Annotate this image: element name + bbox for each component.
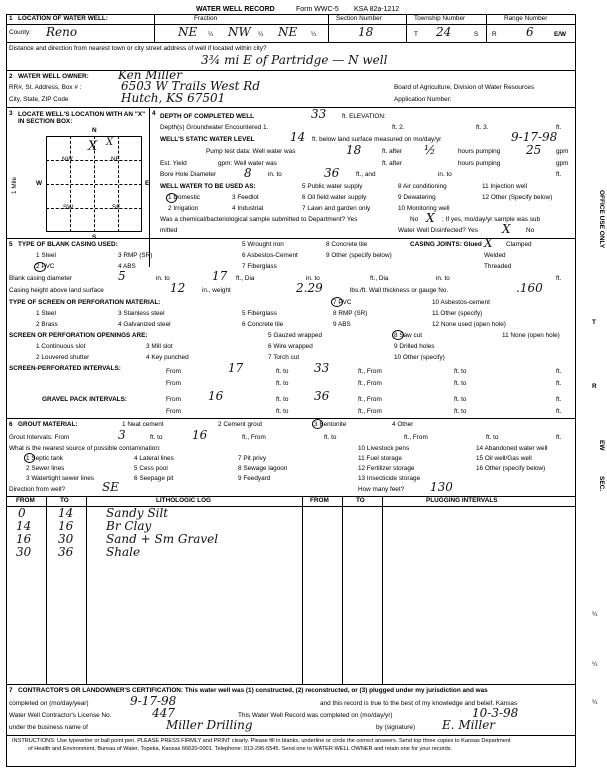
gravel-from-label-2: From bbox=[166, 408, 181, 415]
board-label: Board of Agriculture, Division of Water Resources bbox=[394, 84, 535, 91]
opening-drilled[interactable]: 9 Drilled holes bbox=[394, 343, 435, 350]
contam-other[interactable]: 16 Other (specify below) bbox=[476, 465, 546, 472]
casing-rmp[interactable]: 3 RMP (SR) bbox=[118, 252, 153, 259]
perf-ft-to-2: ft. to bbox=[454, 380, 467, 387]
sample-rest: ; If yes, mo/day/yr sample was sub bbox=[442, 216, 541, 223]
gravel-pack-label: GRAVEL PACK INTERVALS: bbox=[42, 396, 127, 403]
use-industrial[interactable]: 4 Industrial bbox=[232, 205, 264, 212]
bore-hole-label: Bore Hole Diameter bbox=[160, 171, 217, 178]
section-5-heading: TYPE OF BLANK CASING USED: bbox=[18, 241, 118, 248]
office-use-only-label: OFFICE USE ONLY bbox=[598, 190, 605, 249]
grout-ft-from: ft., From bbox=[242, 434, 266, 441]
east-label: E bbox=[145, 180, 150, 187]
contam-sewage-lagoon[interactable]: 8 Sewage lagoon bbox=[238, 465, 288, 472]
groundwater-ft-end: ft. bbox=[556, 124, 562, 131]
log-row-3-from: 16 bbox=[16, 532, 32, 546]
range-prefix: R bbox=[492, 31, 497, 38]
blank-ft-dia-2: ft., Dia bbox=[370, 275, 389, 282]
sidebar-quarter-2: ¼ bbox=[592, 661, 598, 668]
gravel-to-value: 36 bbox=[314, 389, 330, 403]
log-row-4-from: 30 bbox=[16, 545, 32, 559]
static-level-date: 9-17-98 bbox=[511, 130, 558, 144]
opening-torch-cut[interactable]: 7 Torch cut bbox=[268, 354, 300, 361]
static-level-label: WELL'S STATIC WATER LEVEL bbox=[160, 136, 255, 143]
completed-on-label: completed on (mo/day/year) bbox=[9, 700, 89, 707]
grout-ft-from-2: ft., From bbox=[404, 434, 428, 441]
grout-ft-to-3: ft. to bbox=[486, 434, 499, 441]
section-value: 18 bbox=[358, 25, 374, 39]
use-monitoring[interactable]: 10 Monitoring well bbox=[398, 205, 450, 212]
disinfected-label: Water Well Disinfected? Yes bbox=[398, 227, 478, 234]
application-number-label: Application Number: bbox=[394, 96, 452, 103]
perf-to-label: ft. to bbox=[276, 368, 289, 375]
city-value: Hutch, KS 67501 bbox=[121, 91, 226, 105]
license-value: 447 bbox=[152, 706, 175, 720]
grout-bentonite[interactable]: 3 Bentonite bbox=[314, 421, 347, 428]
form-title: WATER WELL RECORD bbox=[196, 6, 275, 13]
perf-ft-end-2: ft. bbox=[556, 380, 562, 387]
ne-quadrant-label: NE bbox=[111, 156, 120, 163]
business-name-value: Miller Drilling bbox=[166, 718, 253, 732]
gauge-value: .160 bbox=[516, 281, 543, 295]
certification-heading: CONTRACTOR'S OR LANDOWNER'S CERTIFICATION: This water well was (1) constructed, (2) reconstructed, or (3) plugged under my jurisdiction and was bbox=[18, 687, 488, 694]
perforated-intervals-label: SCREEN-PERFORATED INTERVALS: bbox=[9, 365, 121, 372]
wall-thickness-label: lbs./ft. Wall thickness or gauge No. bbox=[350, 287, 449, 294]
sample-mitted: mitted bbox=[160, 227, 178, 234]
log-from-header: FROM bbox=[16, 497, 35, 504]
gravel-ft-to-2: ft. to bbox=[454, 408, 467, 415]
est-yield-gpm: gpm: Well water was bbox=[218, 160, 277, 167]
casing-asbestos[interactable]: 6 Asbestos-Cement bbox=[242, 252, 298, 259]
blank-ft-3: ft. bbox=[556, 275, 562, 282]
log-row-2-from: 14 bbox=[16, 519, 32, 533]
business-name-label: under the business name of bbox=[9, 724, 88, 731]
bore-to-value: 36 bbox=[324, 166, 340, 180]
quarter-mark-3: ¼ bbox=[311, 31, 317, 38]
threaded-label[interactable]: Threaded bbox=[484, 263, 512, 270]
pump-after-value: ½ bbox=[424, 143, 436, 157]
opening-saw-cut[interactable]: 8 Saw cut bbox=[394, 332, 423, 339]
gravel-from-label-1: From bbox=[166, 396, 181, 403]
welded-label[interactable]: Welded bbox=[484, 252, 506, 259]
section-6-heading: GROUT MATERIAL: bbox=[18, 421, 78, 428]
clamped-label[interactable]: Clamped bbox=[506, 241, 532, 248]
use-irrigation[interactable]: 2 Irrigation bbox=[168, 205, 199, 212]
mile-label: 1 Mile bbox=[11, 176, 18, 194]
casing-concrete-tile[interactable]: 8 Concrete tile bbox=[326, 241, 368, 248]
section-2-number: 2 bbox=[9, 73, 13, 80]
use-lawn-garden[interactable]: 7 Lawn and garden only bbox=[302, 205, 371, 212]
screen-fiberglass[interactable]: 5 Fiberglass bbox=[242, 310, 277, 317]
casing-weight-value: 2.29 bbox=[296, 281, 323, 295]
static-level-rest: ft. below land surface measured on mo/day/yr bbox=[312, 136, 442, 143]
log-row-1-from: 0 bbox=[18, 506, 26, 520]
log-row-4-desc: Shale bbox=[106, 545, 141, 559]
township-label: Township Number bbox=[414, 15, 466, 22]
casing-other[interactable]: 9 Other (specify below) bbox=[326, 252, 392, 259]
use-dewatering[interactable]: 9 Dewatering bbox=[398, 194, 436, 201]
est-hours-label: hours pumping bbox=[458, 160, 501, 167]
casing-fiberglass[interactable]: 7 Fiberglass bbox=[242, 263, 277, 270]
screen-concrete[interactable]: 6 Concrete tile bbox=[242, 321, 284, 328]
south-label: S bbox=[92, 234, 97, 241]
disinfected-no-label[interactable]: No bbox=[526, 227, 535, 234]
sample-x-mark: X bbox=[426, 211, 435, 225]
quarter-mark-2: ¼ bbox=[258, 31, 264, 38]
section-6-number: 6 bbox=[9, 421, 13, 428]
contam-livestock[interactable]: 10 Livestock pens bbox=[358, 445, 410, 452]
contam-fertilizer[interactable]: 12 Fertilizer storage bbox=[358, 465, 415, 472]
screen-material-label: TYPE OF SCREEN OR PERFORATION MATERIAL: bbox=[9, 299, 161, 306]
disinfected-x-mark: X bbox=[502, 222, 511, 236]
log-row-1-desc: Sandy Silt bbox=[106, 506, 169, 520]
screen-pvc[interactable]: 7 PVC bbox=[333, 299, 352, 306]
blank-casing-label: Blank casing diameter bbox=[9, 275, 72, 282]
lithologic-log-header: LITHOLOGIC LOG bbox=[156, 497, 212, 504]
casing-height-value: 12 bbox=[170, 281, 186, 295]
plug-from-header: FROM bbox=[310, 497, 329, 504]
contam-sewer[interactable]: 2 Sewer lines bbox=[26, 465, 65, 472]
distance-label: Distance and direction from nearest town or city street address of well if located within city? bbox=[9, 45, 267, 52]
elevation-label: ft. ELEVATION: bbox=[342, 113, 386, 120]
casing-abs[interactable]: 4 ABS bbox=[118, 263, 136, 270]
use-public-water[interactable]: 5 Public water supply bbox=[302, 183, 363, 190]
grout-ft-to-2: ft. to bbox=[324, 434, 337, 441]
opening-other[interactable]: 10 Other (specify) bbox=[394, 354, 445, 361]
opening-key-punched[interactable]: 4 Key punched bbox=[146, 354, 189, 361]
contam-feedyard[interactable]: 9 Feedyard bbox=[238, 475, 271, 482]
blank-in-to-3: in. to bbox=[436, 275, 450, 282]
license-label: Water Well Contractor's License No. bbox=[9, 712, 112, 719]
well-location-x-mark: X bbox=[88, 139, 98, 154]
perf-ft-from-2: ft., From bbox=[358, 380, 382, 387]
north-label: N bbox=[92, 127, 97, 134]
record-completed-value: 10-3-98 bbox=[472, 706, 519, 720]
casing-height-label: Casing height above land surface bbox=[9, 287, 104, 294]
bore-in-to-2: in. to bbox=[438, 171, 452, 178]
bore-in-to: in. to bbox=[268, 171, 282, 178]
perf-from-value: 17 bbox=[228, 361, 244, 375]
section-5-number: 5 bbox=[9, 241, 13, 248]
township-prefix: T bbox=[414, 31, 418, 38]
pump-after-label: ft. after bbox=[382, 148, 402, 155]
perf-to-label-2: ft. to bbox=[276, 380, 289, 387]
opening-continuous[interactable]: 1 Continuous slot bbox=[36, 343, 86, 350]
log-to-header: TO bbox=[60, 497, 69, 504]
casing-wrought-iron[interactable]: 5 Wrought iron bbox=[242, 241, 284, 248]
township-value: 24 bbox=[436, 25, 452, 39]
opening-louvered[interactable]: 2 Louvered shutter bbox=[36, 354, 90, 361]
contam-insecticide[interactable]: 13 Insecticide storage bbox=[358, 475, 421, 482]
bore-ft-and: ft., and bbox=[356, 171, 376, 178]
sample-no-label[interactable]: No bbox=[410, 216, 419, 223]
openings-label: SCREEN OR PERFORATION OPENINGS ARE: bbox=[9, 332, 148, 339]
depth-value: 33 bbox=[311, 107, 327, 121]
screen-brass[interactable]: 2 Brass bbox=[36, 321, 58, 328]
record-completed-label: This Water Well Record was completed on (mo/day/yr) bbox=[238, 712, 393, 719]
screen-asbestos[interactable]: 10 Asbestos-cement bbox=[432, 299, 490, 306]
well-location-x-mark-secondary: X bbox=[106, 137, 114, 148]
se-quadrant-label: SE bbox=[112, 204, 121, 211]
contam-fuel[interactable]: 11 Fuel storage bbox=[358, 455, 402, 462]
log-row-4-to: 36 bbox=[58, 545, 74, 559]
section-number-label: Section Number bbox=[336, 15, 382, 22]
opening-wire-wrapped[interactable]: 6 Wire wrapped bbox=[268, 343, 313, 350]
screen-galvanized[interactable]: 4 Galvanized steel bbox=[118, 321, 171, 328]
signature-label: by (signature) bbox=[376, 724, 416, 731]
section-3-heading: LOCATE WELL'S LOCATION WITH AN "X" IN SECTION BOX: bbox=[18, 111, 146, 126]
est-after-label: ft. after bbox=[382, 160, 402, 167]
groundwater-ft3: ft. 3. bbox=[476, 124, 489, 131]
owner-value: Ken Miller bbox=[118, 68, 182, 82]
perf-ft-end: ft. bbox=[556, 368, 562, 375]
log-row-3-desc: Sand + Sm Gravel bbox=[106, 532, 219, 546]
instructions-line-1: INSTRUCTIONS: Use typewriter or ball point pen. PLEASE PRESS FIRMLY and PRINT clearly. Please fill in blanks, underline or circle the correct answers. Send top three copies to Kansas Department bbox=[12, 738, 511, 744]
contam-seepage[interactable]: 6 Seepage pit bbox=[134, 475, 174, 482]
section-3-number: 3 bbox=[9, 110, 13, 117]
east-west-indicator: E/W bbox=[554, 31, 567, 38]
quarter-mark-1: ¼ bbox=[208, 31, 214, 38]
blank-in-to: in. to bbox=[156, 275, 170, 282]
perf-ft-to: ft. to bbox=[454, 368, 467, 375]
sidebar-ew-label: EW bbox=[598, 440, 605, 451]
range-label: Range Number bbox=[504, 15, 548, 22]
contam-oil-gas[interactable]: 15 Oil well/Gas well bbox=[476, 455, 532, 462]
address-value: 6503 W Trails West Rd bbox=[121, 79, 261, 93]
gravel-to-label: ft. to bbox=[276, 396, 289, 403]
blank-ft-dia: ft., Dia bbox=[236, 275, 255, 282]
grout-neat-cement[interactable]: 1 Neat cement bbox=[122, 421, 164, 428]
screen-none[interactable]: 12 None used (open hole) bbox=[432, 321, 506, 328]
completed-rest: and this record is true to the best of my knowledge and belief. Kansas bbox=[320, 700, 518, 707]
sample-question: Was a chemical/bacteriological sample submitted to Department? Yes bbox=[160, 216, 358, 223]
casing-joints-label: CASING JOINTS: Glued bbox=[410, 241, 482, 248]
how-many-feet-label: How many feet? bbox=[358, 486, 405, 493]
pump-test-label: Pump test data: Well water was bbox=[206, 148, 296, 155]
gravel-ft-end: ft. bbox=[556, 396, 562, 403]
township-suffix: S bbox=[474, 31, 479, 38]
section-2-heading: WATER WELL OWNER: bbox=[18, 73, 89, 80]
fraction-3: NE bbox=[278, 25, 298, 39]
opening-mill-slot[interactable]: 3 Mill slot bbox=[146, 343, 173, 350]
bore-hole-value: 8 bbox=[244, 166, 252, 180]
perf-to-value: 33 bbox=[314, 361, 330, 375]
gravel-from-value: 16 bbox=[208, 389, 224, 403]
contamination-label: What is the nearest source of possible contamination: bbox=[9, 445, 161, 452]
grout-to-value: 16 bbox=[192, 428, 208, 442]
casing-steel[interactable]: 1 Steel bbox=[36, 252, 56, 259]
plugging-intervals-header: PLUGGING INTERVALS bbox=[426, 497, 498, 504]
pump-test-value: 18 bbox=[346, 143, 362, 157]
screen-other[interactable]: 11 Other (specify) bbox=[432, 310, 483, 317]
perf-from-label-1: From bbox=[166, 368, 181, 375]
section-1-heading: LOCATION OF WATER WELL: bbox=[18, 15, 108, 22]
grout-ft-end: ft. bbox=[556, 434, 562, 441]
casing-pvc[interactable]: 2 PVC bbox=[36, 263, 55, 270]
section-7-number: 7 bbox=[9, 687, 13, 694]
perf-ft-from: ft., From bbox=[358, 368, 382, 375]
use-feedlot[interactable]: 3 Feedlot bbox=[232, 194, 259, 201]
plug-to-header: TO bbox=[356, 497, 365, 504]
groundwater-label: Depth(s) Groundwater Encountered 1. bbox=[160, 124, 269, 131]
fraction-2: NW bbox=[228, 25, 251, 39]
log-row-1-to: 14 bbox=[58, 506, 74, 520]
groundwater-ft2: ft. 2. bbox=[392, 124, 405, 131]
screen-stainless[interactable]: 3 Stainless steel bbox=[118, 310, 165, 317]
opening-none[interactable]: 11 None (open hole) bbox=[502, 332, 560, 339]
gravel-ft-to: ft. to bbox=[454, 396, 467, 403]
screen-steel[interactable]: 1 Steel bbox=[36, 310, 56, 317]
opening-gauzed[interactable]: 5 Gauzed wrapped bbox=[268, 332, 323, 339]
sidebar-sec-label: SEC. bbox=[598, 476, 605, 492]
depth-label: DEPTH OF COMPLETED WELL bbox=[160, 113, 255, 120]
bore-ft-2: ft. bbox=[556, 171, 562, 178]
est-gpm-unit: gpm bbox=[556, 160, 569, 167]
grout-other[interactable]: 4 Other bbox=[392, 421, 414, 428]
sidebar-quarter-3: ¼ bbox=[592, 699, 598, 706]
city-label: City, State, ZIP Code bbox=[9, 96, 69, 103]
fraction-1: NE bbox=[178, 25, 198, 39]
how-many-feet-value: 130 bbox=[430, 480, 453, 494]
address-label: RR#, St. Address, Box # : bbox=[9, 84, 82, 91]
sw-quadrant-label: SW bbox=[63, 204, 74, 211]
screen-rmp[interactable]: 8 RMP (SR) bbox=[333, 310, 368, 317]
use-air-conditioning[interactable]: 8 Air conditioning bbox=[398, 183, 447, 190]
pump-gpm-value: 25 bbox=[526, 143, 542, 157]
screen-abs[interactable]: 9 ABS bbox=[333, 321, 351, 328]
form-number: Form WWC-5 bbox=[296, 6, 339, 13]
contam-watertight[interactable]: 3 Watertight sewer lines bbox=[26, 475, 94, 482]
grout-cement-grout[interactable]: 2 Cement grout bbox=[218, 421, 263, 428]
sidebar-quarter-1: ¼ bbox=[592, 611, 598, 618]
use-label: WELL WATER TO BE USED AS: bbox=[160, 183, 256, 190]
contam-septic[interactable]: 1 Septic tank bbox=[26, 455, 63, 462]
gravel-ft-end-2: ft. bbox=[556, 408, 562, 415]
gravel-to-label-2: ft. to bbox=[276, 408, 289, 415]
ksa-reference: KSA 82a-1212 bbox=[354, 6, 400, 13]
grout-from-value: 3 bbox=[118, 428, 126, 442]
contam-lateral[interactable]: 4 Lateral lines bbox=[134, 455, 174, 462]
distance-value: 3¾ mi E of Partridge — N well bbox=[201, 53, 388, 67]
blank-casing-value: 5 bbox=[118, 269, 126, 283]
log-row-2-desc: Br Clay bbox=[106, 519, 152, 533]
section-4-number: 4 bbox=[152, 110, 156, 117]
county-label: County: bbox=[9, 29, 32, 36]
est-yield-label: Est. Yield bbox=[160, 160, 187, 167]
contam-cess-pool[interactable]: 5 Cess pool bbox=[134, 465, 168, 472]
log-row-3-to: 30 bbox=[58, 532, 74, 546]
blank-to-value: 17 bbox=[212, 269, 228, 283]
use-oil-field[interactable]: 6 Oil field water supply bbox=[302, 194, 367, 201]
direction-value: SE bbox=[102, 480, 119, 494]
gravel-ft-from-2: ft., From bbox=[358, 408, 382, 415]
perf-from-label-2: From bbox=[166, 380, 181, 387]
blank-in-to-2: in. to bbox=[306, 275, 320, 282]
signature-value: E. Miller bbox=[442, 718, 496, 732]
contam-abandoned[interactable]: 14 Abandoned water well bbox=[476, 445, 548, 452]
west-label: W bbox=[36, 180, 43, 187]
use-domestic[interactable]: 1 Domestic bbox=[168, 194, 200, 201]
sidebar-t-label: T bbox=[592, 319, 596, 326]
water-well-record-form bbox=[6, 4, 576, 768]
pump-gpm-unit: gpm bbox=[556, 148, 569, 155]
nw-quadrant-label: NW bbox=[62, 156, 73, 163]
contam-pit-privy[interactable]: 7 Pit privy bbox=[238, 455, 267, 462]
static-level-value: 14 bbox=[290, 130, 306, 144]
use-injection-well[interactable]: 11 Injection well bbox=[482, 183, 527, 190]
sidebar-r-label: R bbox=[592, 383, 597, 390]
grout-ft-to: ft. to bbox=[150, 434, 163, 441]
range-value: 6 bbox=[526, 25, 534, 39]
glued-x-mark: X bbox=[484, 236, 493, 250]
casing-weight-label: in., weight bbox=[202, 287, 231, 294]
instructions-line-2: of Health and Environment, Bureau of Water, Topeka, Kansas 66620-0001. Telephone: 913-296-5545. Send one to WATER WELL OWNER and retain one for your records. bbox=[28, 746, 453, 752]
use-other[interactable]: 12 Other (Specify below) bbox=[482, 194, 553, 201]
fraction-label: Fraction bbox=[194, 15, 218, 22]
gravel-ft-from: ft., From bbox=[358, 396, 382, 403]
log-row-2-to: 16 bbox=[58, 519, 74, 533]
pump-hours-label: hours pumping bbox=[458, 148, 501, 155]
county-value: Reno bbox=[46, 25, 78, 39]
grout-intervals-label: Grout Intervals: From bbox=[9, 434, 70, 441]
section-1-number: 1 bbox=[9, 15, 13, 22]
completed-on-value: 9-17-98 bbox=[130, 694, 177, 708]
direction-label: Direction from well? bbox=[9, 486, 66, 493]
